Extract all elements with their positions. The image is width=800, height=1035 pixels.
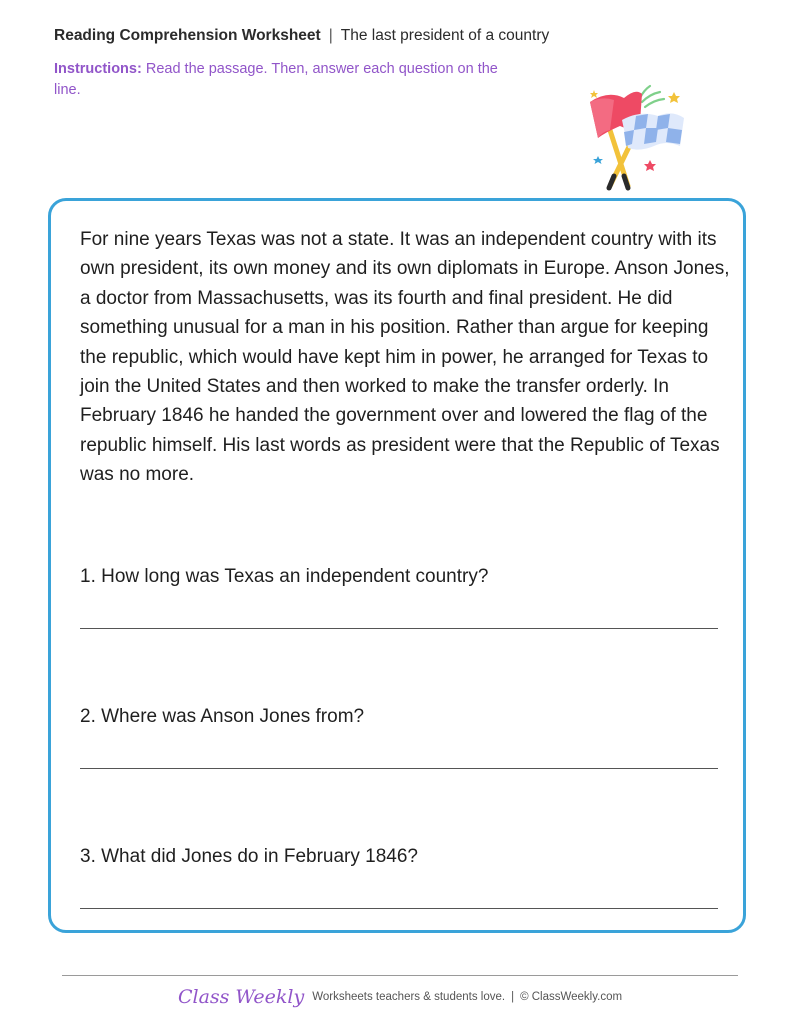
question-2: 2. Where was Anson Jones from? [80, 706, 365, 727]
answer-line-1[interactable] [80, 628, 718, 629]
footer-copyright: © ClassWeekly.com [520, 991, 623, 1003]
question-1: 1. How long was Texas an independent country? [80, 566, 489, 587]
instructions-text: Read the passage. Then, answer each question on the line. [54, 61, 498, 98]
header-separator: | [328, 27, 333, 44]
footer-divider [62, 975, 738, 976]
question-3: 3. What did Jones do in February 1846? [80, 846, 418, 867]
instructions [54, 59, 514, 101]
footer-tagline: Worksheets teachers & students love. [312, 991, 506, 1003]
footer [0, 986, 800, 1008]
brand-logo: Class Weekly [177, 986, 305, 1008]
worksheet-title: Reading Comprehension Worksheet [54, 27, 321, 44]
answer-line-2[interactable] [80, 768, 718, 769]
instructions-label: Instructions: [54, 61, 142, 77]
answer-line-3[interactable] [80, 908, 718, 909]
worksheet-header [54, 27, 549, 45]
footer-separator: | [511, 991, 515, 1003]
reading-passage: For nine years Texas was not a state. It was an independent country with its own president, its own money and its own diplomats in Europe. Anson Jones, a doctor from Massachusetts, was its fourth and final president. He did something unusual for a man in his position. Rather than argue for keeping the republic, which would have kept him in power, he arranged for Texas to join the United States and then worked to make the transfer orderly. In February 1846 he handed the government over and lowered the flag of the republic himself. His last words as president were that the Republic of Texas was no more. [80, 229, 730, 486]
worksheet-subtitle: The last president of a country [340, 27, 550, 44]
crossed-flags-icon [580, 80, 690, 192]
